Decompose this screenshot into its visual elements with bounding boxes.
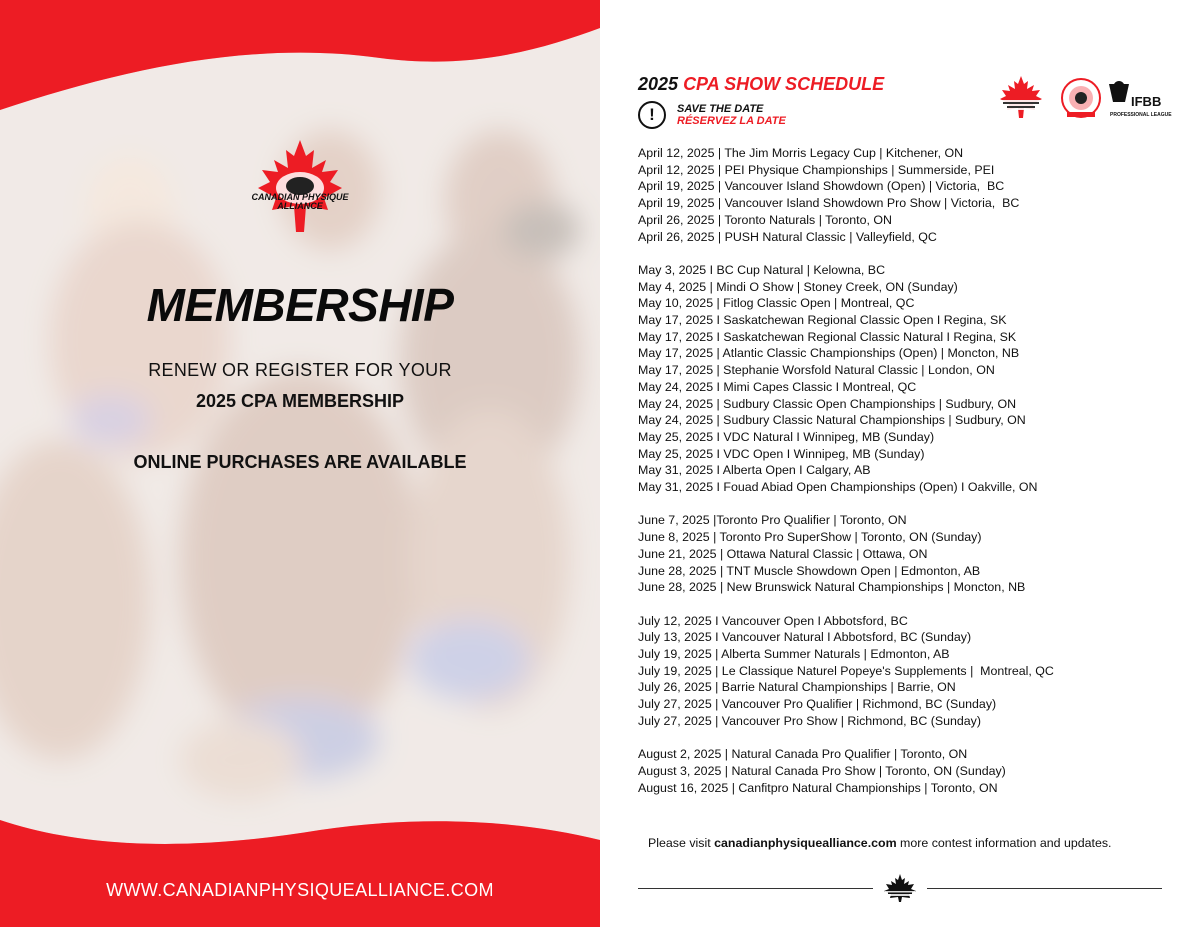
event-item: May 4, 2025 | Mindi O Show | Stoney Creek, ON (Sunday): [638, 279, 958, 294]
event-item: May 25, 2025 I VDC Natural I Winnipeg, MB (Sunday): [638, 429, 935, 444]
event-item: April 19, 2025 | Vancouver Island Showdown Pro Show | Victoria, BC: [638, 196, 1020, 211]
event-item: August 3, 2025 | Natural Canada Pro Show | Toronto, ON (Sunday): [638, 763, 1006, 778]
partner-logos: [997, 74, 1172, 120]
save-the-date: SAVE THE DATE: [677, 103, 764, 115]
alert-circle-icon: !: [638, 101, 666, 129]
visit-prefix: Please visit: [648, 836, 715, 850]
schedule-title-year: 2025: [638, 74, 679, 94]
footer-rule-left: [638, 888, 873, 889]
event-item: May 3, 2025 I BC Cup Natural | Kelowna, BC: [638, 262, 886, 277]
event-item: June 28, 2025 | TNT Muscle Showdown Open | Edmonton, AB: [638, 563, 981, 578]
footer-rule-right: [927, 888, 1162, 889]
ifbb-logo-text: IFBB: [1131, 94, 1162, 109]
schedule-title: [638, 74, 884, 95]
event-item: June 28, 2025 | New Brunswick Natural Championships | Moncton, NB: [638, 580, 1026, 595]
event-item: July 19, 2025 | Alberta Summer Naturals | Edmonton, AB: [638, 647, 950, 662]
event-item: May 10, 2025 | Fitlog Classic Open | Montreal, QC: [638, 296, 915, 311]
renew-line: RENEW OR REGISTER FOR YOUR: [148, 360, 452, 380]
event-item: August 2, 2025 | Natural Canada Pro Qualifier | Toronto, ON: [638, 747, 968, 762]
schedule-panel: [600, 0, 1200, 927]
event-item: May 17, 2025 I Saskatchewan Regional Classic Open I Regina, SK: [638, 313, 1007, 328]
visit-suffix: more contest information and updates.: [896, 836, 1112, 850]
event-schedule-list: [638, 145, 1178, 813]
event-item: April 12, 2025 | The Jim Morris Legacy Cup | Kitchener, ON: [638, 146, 964, 160]
event-month-group: [638, 512, 1178, 596]
event-item: May 17, 2025 | Stephanie Worsfold Natural Classic | London, ON: [638, 363, 995, 378]
event-item: July 27, 2025 | Vancouver Pro Show | Richmond, BC (Sunday): [638, 713, 981, 728]
footer-maple-leaf-icon: [881, 873, 919, 903]
event-item: May 24, 2025 I Mimi Capes Classic I Montreal, QC: [638, 379, 917, 394]
pro-league-logo-text: PROFESSIONAL LEAGUE: [1110, 112, 1172, 118]
visit-link[interactable]: canadianphysiquealliance.com: [714, 836, 897, 850]
cpa-small-logo-icon: [1000, 76, 1042, 118]
event-item: May 24, 2025 | Sudbury Classic Natural Championships | Sudbury, ON: [638, 413, 1026, 428]
event-item: May 25, 2025 I VDC Open I Winnipeg, MB (Sunday): [638, 446, 925, 461]
event-month-group: [638, 262, 1178, 496]
event-item: June 7, 2025 |Toronto Pro Qualifier | Toronto, ON: [638, 513, 907, 528]
website-url[interactable]: WWW.CANADIANPHYSIQUEALLIANCE.COM: [106, 880, 494, 900]
event-item: April 26, 2025 | Toronto Naturals | Toronto, ON: [638, 212, 892, 227]
event-item: April 26, 2025 | PUSH Natural Classic | Valleyfield, QC: [638, 229, 937, 244]
event-item: July 12, 2025 I Vancouver Open I Abbotsford, BC: [638, 613, 908, 628]
schedule-title-text: CPA SHOW SCHEDULE: [683, 74, 885, 94]
event-item: August 16, 2025 | Canfitpro Natural Championships | Toronto, ON: [638, 780, 998, 795]
event-month-group: [638, 145, 1178, 245]
event-item: July 26, 2025 | Barrie Natural Championships | Barrie, ON: [638, 680, 956, 695]
cpa-maple-leaf-logo: [240, 138, 360, 234]
event-item: May 17, 2025 | Atlantic Classic Championships (Open) | Moncton, NB: [638, 346, 1020, 361]
ifbb-logo-icon: [1109, 81, 1172, 118]
event-item: May 31, 2025 I Alberta Open I Calgary, AB: [638, 463, 871, 478]
event-item: May 24, 2025 | Sudbury Classic Open Championships | Sudbury, ON: [638, 396, 1017, 411]
event-item: July 13, 2025 I Vancouver Natural I Abbotsford, BC (Sunday): [638, 630, 972, 645]
event-item: July 27, 2025 | Vancouver Pro Qualifier | Richmond, BC (Sunday): [638, 697, 997, 712]
event-item: June 8, 2025 | Toronto Pro SuperShow | Toronto, ON (Sunday): [638, 530, 982, 545]
event-item: May 17, 2025 I Saskatchewan Regional Classic Natural I Regina, SK: [638, 329, 1017, 344]
membership-title: MEMBERSHIP: [146, 279, 454, 331]
event-item: June 21, 2025 | Ottawa Natural Classic | Ottawa, ON: [638, 546, 928, 561]
membership-year-line: 2025 CPA MEMBERSHIP: [195, 391, 405, 411]
visit-note: [648, 836, 1112, 850]
event-item: April 19, 2025 | Vancouver Island Showdown (Open) | Victoria, BC: [638, 179, 1005, 194]
logo-text-line1: CANADIAN PHYSIQUE: [251, 192, 349, 202]
event-month-group: [638, 613, 1178, 730]
event-item: April 12, 2025 | PEI Physique Championships | Summerside, PEI: [638, 162, 995, 177]
event-month-group: [638, 746, 1178, 796]
event-item: July 19, 2025 | Le Classique Naturel Popeye's Supplements | Montreal, QC: [638, 663, 1054, 678]
reservez-la-date: RÉSERVEZ LA DATE: [677, 115, 786, 127]
event-item: May 31, 2025 I Fouad Abiad Open Championships (Open) I Oakville, ON: [638, 480, 1038, 495]
online-purchases-line: ONLINE PURCHASES ARE AVAILABLE: [133, 452, 467, 472]
wff-logo-icon: [1062, 79, 1100, 117]
logo-text-line2: ALLIANCE: [277, 201, 323, 211]
